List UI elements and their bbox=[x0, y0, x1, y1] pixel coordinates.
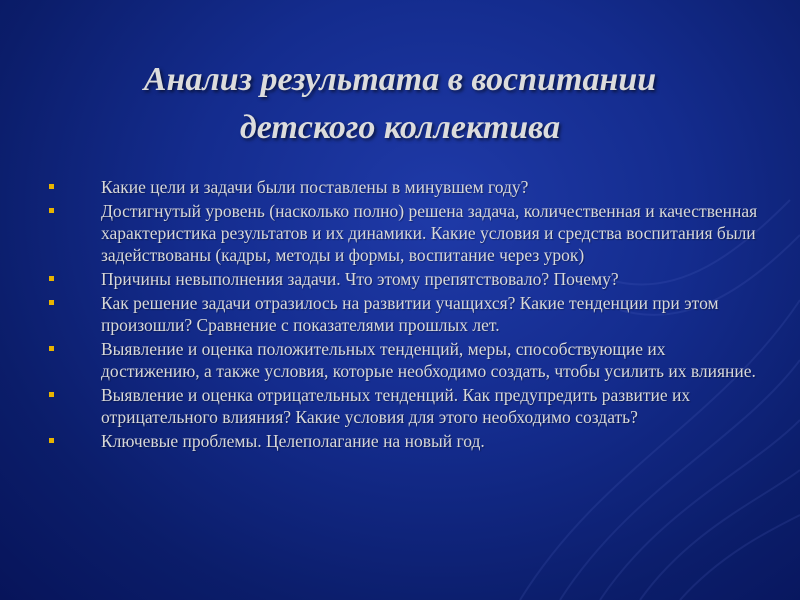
bullet-text: Как решение задачи отразилось на развитии учащихся? Какие тенденции при этом произошли? Сравнение с показателями прошлых лет. bbox=[101, 293, 719, 335]
bullet-item bbox=[40, 268, 760, 290]
bullet-text: Достигнутый уровень (насколько полно) решена задача, количественная и качественная характеристика результатов и их динамики. Какие условия и средства воспитания были задействованы (кадры, методы и формы, воспитание через урок) bbox=[101, 201, 758, 265]
square-bullet-icon bbox=[49, 346, 54, 351]
slide-title-line-1: Анализ результата в воспитании bbox=[143, 61, 657, 98]
bullet-text: Причины невыполнения задачи. Что этому препятствовало? Почему? bbox=[101, 269, 619, 289]
square-bullet-icon bbox=[49, 184, 54, 189]
bullet-item bbox=[40, 430, 760, 452]
square-bullet-icon bbox=[49, 276, 54, 281]
bullet-item bbox=[40, 338, 760, 382]
bullet-text: Выявление и оценка отрицательных тенденций. Как предупредить развитие их отрицательного влияния? Какие условия для этого необходимо создать? bbox=[101, 385, 691, 427]
bullet-item bbox=[40, 176, 760, 198]
slide-title bbox=[60, 56, 740, 152]
square-bullet-icon bbox=[49, 208, 54, 213]
bullet-item bbox=[40, 384, 760, 428]
bullet-text: Выявление и оценка положительных тенденций, меры, способствующие их достижению, а также условия, которые необходимо создать, чтобы усилить их влияние. bbox=[101, 339, 756, 381]
square-bullet-icon bbox=[49, 392, 54, 397]
square-bullet-icon bbox=[49, 438, 54, 443]
bullet-list bbox=[40, 176, 760, 454]
bullet-item bbox=[40, 292, 760, 336]
bullet-text: Какие цели и задачи были поставлены в минувшем году? bbox=[101, 177, 529, 197]
slide-title-line-2: детского коллектива bbox=[239, 109, 561, 146]
square-bullet-icon bbox=[49, 300, 54, 305]
bullet-item bbox=[40, 200, 760, 266]
bullet-text: Ключевые проблемы. Целеполагание на новый год. bbox=[101, 431, 485, 451]
